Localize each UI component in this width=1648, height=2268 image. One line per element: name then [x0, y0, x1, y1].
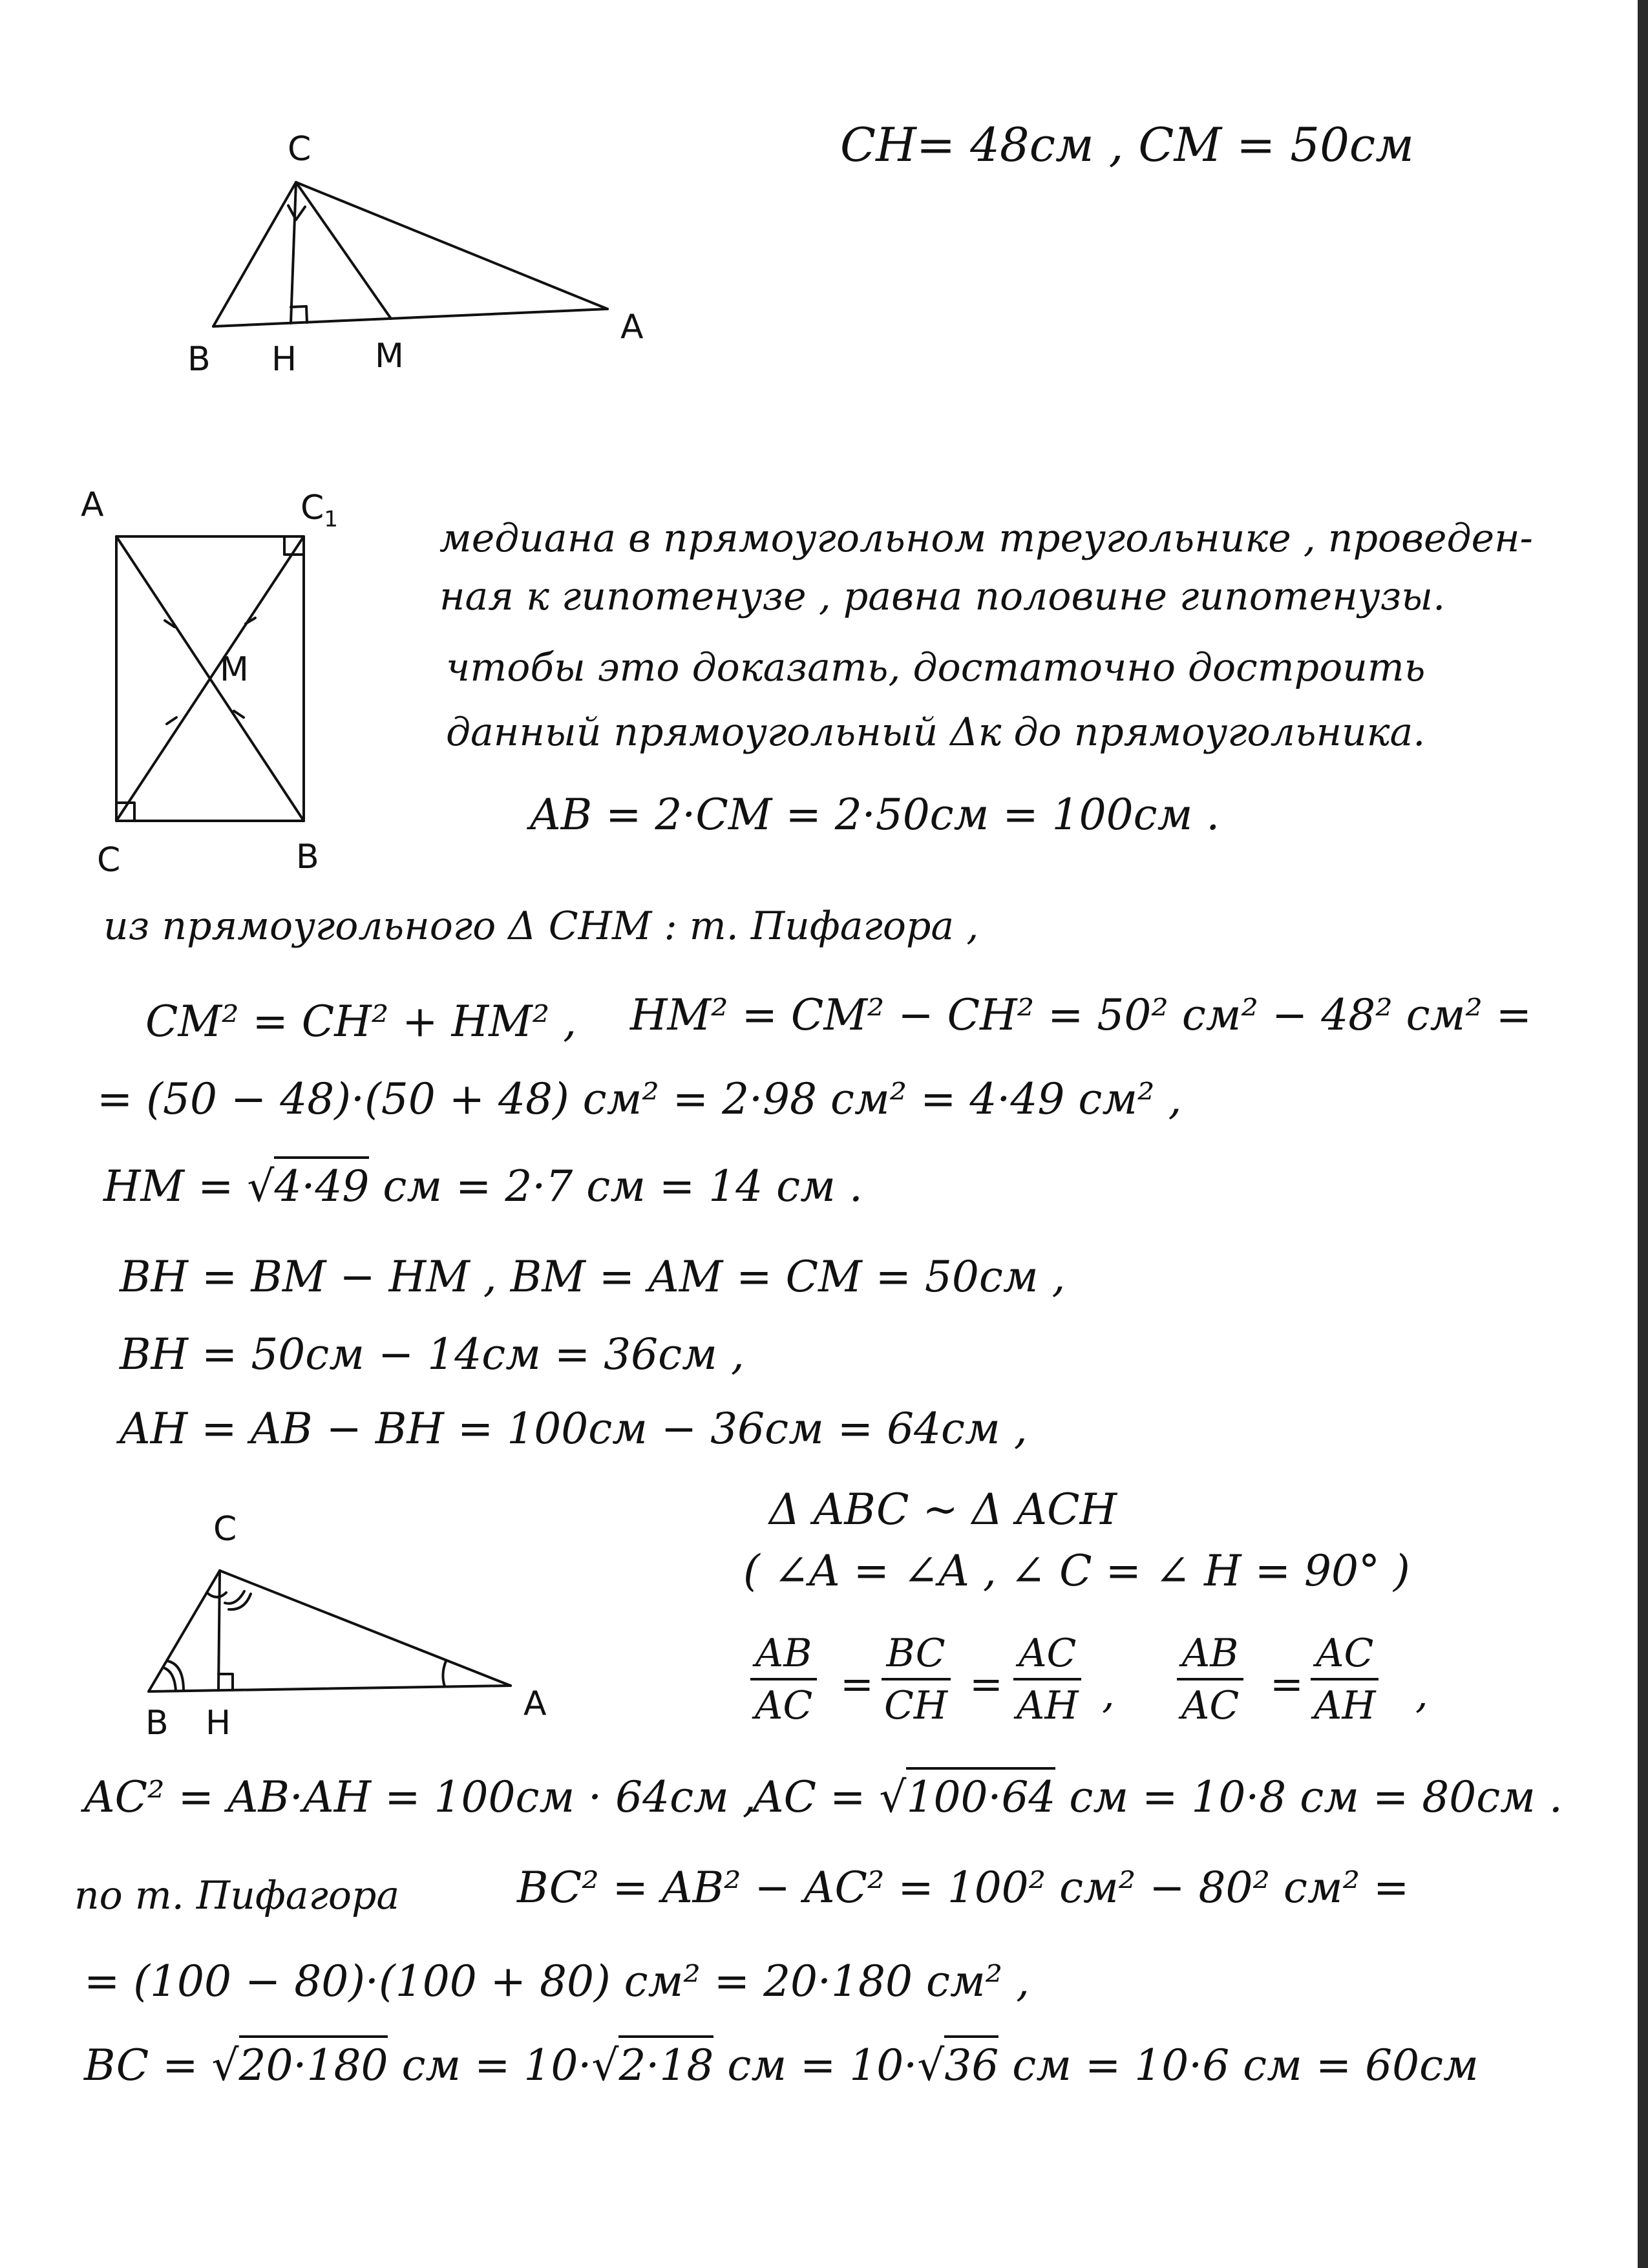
label-m2: M: [220, 650, 249, 689]
label-a3: A: [523, 1684, 547, 1723]
label-h: H: [271, 340, 297, 379]
equals-2: =: [969, 1660, 1003, 1708]
comma-2: ,: [1415, 1670, 1428, 1717]
pyth-line-1: CM² = CH² + HM² ,: [145, 997, 577, 1046]
from-chm-text: из прямоугольного Δ CHM : т. Пифагора ,: [103, 904, 979, 949]
figure-triangle-median: [194, 129, 659, 379]
label-a: A: [620, 308, 644, 346]
bc-expand-line: = (100 − 80)·(100 + 80) см² = 20·180 см² ,: [84, 1956, 1030, 2006]
ah-line: AH = AB − BH = 100см − 36см = 64см ,: [120, 1404, 1028, 1454]
equals-1: =: [840, 1660, 874, 1708]
figure-rectangle: [103, 524, 323, 834]
figure-triangle-abc: [129, 1538, 530, 1706]
side-cb: [149, 1571, 220, 1691]
fraction-ab-ac-2: $\frac{AB}{AC}$: [1176, 1632, 1244, 1728]
given-values: CH= 48см , CM = 50см: [840, 118, 1414, 172]
hm-line: HM = √4·49 см = 2·7 см = 14 см .: [103, 1163, 863, 1211]
label-c1: $C_1$: [301, 489, 338, 533]
right-angle-mark-h: [291, 306, 307, 323]
fraction-ac-ah-2: $\frac{AC}{AH}$: [1309, 1632, 1381, 1728]
bh-line-2: BH = 50см − 14см = 36см ,: [120, 1330, 745, 1379]
tick-3: [167, 717, 176, 724]
pythagoras-label: по т. Пифагора: [74, 1873, 400, 1918]
bc-squared-line: BC² = AB² − AC² = 100² см² − 80² см² =: [517, 1863, 1410, 1913]
fraction-bc-ch: $\frac{BC}{CH}$: [879, 1632, 953, 1728]
similar-triangles: Δ ABC ~ Δ ACH: [769, 1485, 1117, 1534]
right-angle-mark-c: [288, 206, 305, 220]
pyth-line-2: HM² = CM² − CH² = 50² см² − 48² см² =: [630, 990, 1532, 1040]
height-ch: [218, 1571, 220, 1690]
label-b3: B: [145, 1704, 169, 1743]
height-ch: [291, 182, 296, 323]
side-cb: [213, 182, 296, 326]
angle-arc-c2a: [225, 1591, 244, 1604]
side-ba: [213, 309, 607, 326]
bh-line-1: BH = BM − HM , BM = AM = CM = 50см ,: [120, 1252, 1066, 1302]
angle-arc-c1: [207, 1593, 226, 1597]
ac-line: AC = √100·64 см = 10·8 см = 80см .: [753, 1774, 1563, 1821]
median-text-1: медиана в прямоугольном треугольнике , проведен-: [439, 516, 1533, 561]
equals-3: =: [1270, 1660, 1304, 1708]
label-c3: C: [213, 1510, 237, 1549]
pyth-line-3: = (50 − 48)·(50 + 48) см² = 2·98 см² = 4·49 см² ,: [97, 1074, 1182, 1124]
ab-equation: AB = 2·CM = 2·50см = 100см .: [530, 790, 1220, 840]
right-angle-mark-h: [218, 1674, 233, 1690]
label-a2: A: [81, 485, 104, 524]
label-c2: C: [97, 841, 121, 880]
bc-line: BC = √20·180 см = 10·√2·18 см = 10·√36 см = 10·6 см = 60см: [84, 2042, 1479, 2090]
median-text-3: чтобы это доказать, достаточно достроить: [446, 645, 1426, 690]
comma-1: ,: [1102, 1670, 1115, 1717]
label-h3: H: [206, 1704, 231, 1743]
label-b: B: [187, 340, 211, 379]
angle-arc-b1: [163, 1668, 176, 1691]
angle-equalities: ( ∠A = ∠A , ∠ C = ∠ H = 90° ): [743, 1546, 1410, 1596]
label-b2: B: [296, 838, 319, 876]
angle-arc-a: [443, 1661, 446, 1686]
fraction-ac-ah: $\frac{AC}{AH}$: [1011, 1632, 1084, 1728]
median-text-4: данный прямоугольный Δк до прямоугольника.: [446, 710, 1426, 755]
side-ca: [220, 1571, 511, 1686]
fraction-ab-ac: $\frac{AB}{AC}$: [750, 1632, 818, 1728]
side-ca: [296, 182, 607, 309]
side-ba: [149, 1686, 511, 1691]
label-m: M: [375, 337, 404, 376]
median-text-2: ная к гипотенузе , равна половине гипотенузы.: [439, 574, 1446, 619]
ac-squared-line: AC² = AB·AH = 100см · 64см ,: [84, 1772, 756, 1822]
scan-edge-shadow: [1638, 0, 1648, 2268]
label-c: C: [288, 130, 312, 169]
